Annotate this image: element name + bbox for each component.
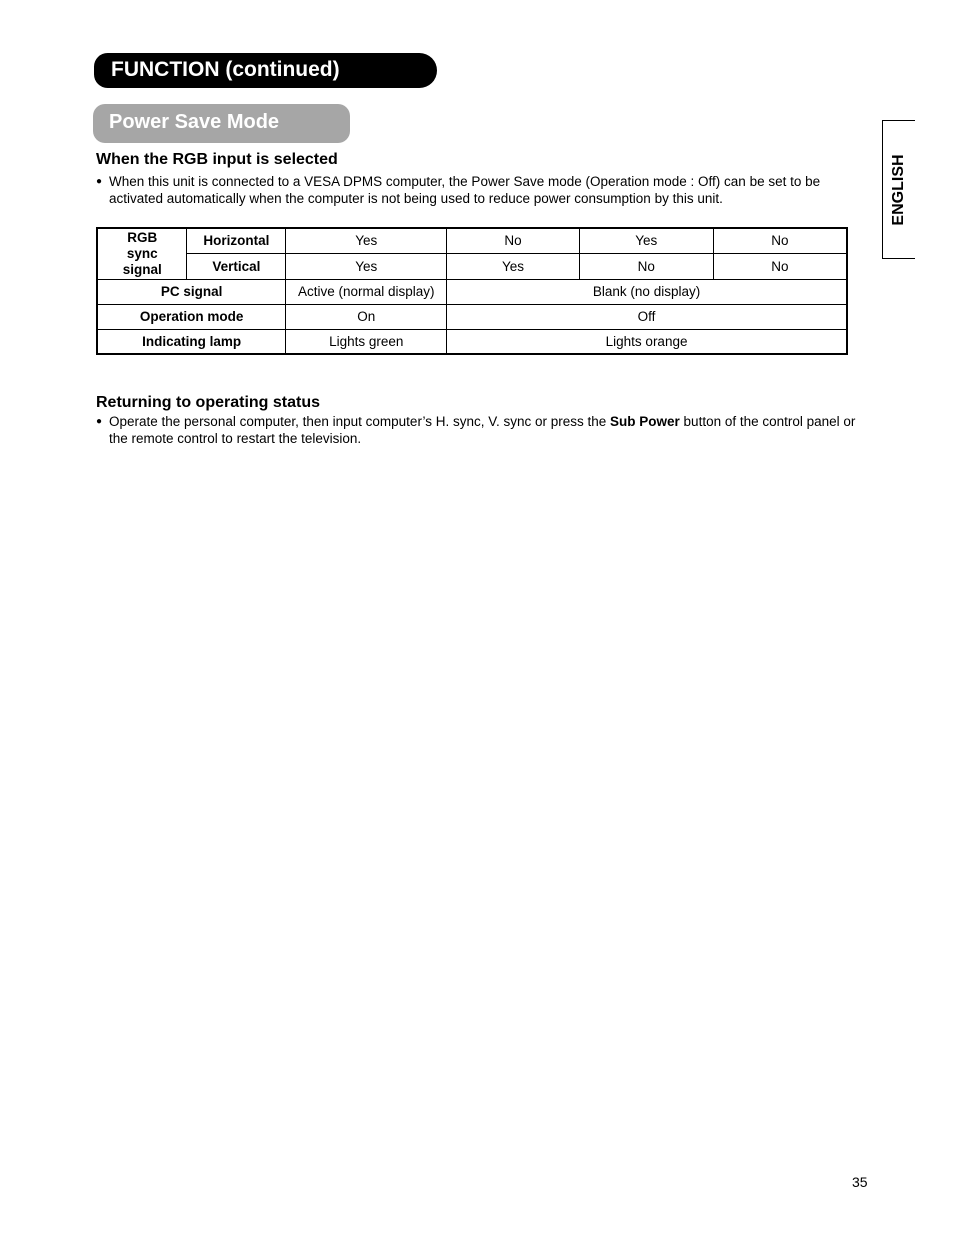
table-cell: No <box>579 253 713 279</box>
chapter-banner <box>94 53 437 88</box>
table-cell: Lights orange <box>447 329 847 354</box>
rgb-heading: When the RGB input is selected <box>96 151 338 168</box>
power-save-table <box>96 227 848 355</box>
return-bullet <box>96 413 856 447</box>
table-cell: Yes <box>579 228 713 253</box>
table-row <box>97 304 847 329</box>
table-cell: Lights green <box>286 329 447 354</box>
table-cell: Active (normal display) <box>286 279 447 304</box>
table-row <box>97 228 847 253</box>
table-cell: No <box>713 253 847 279</box>
table-cell: No <box>713 228 847 253</box>
indicating-lamp-label: Indicating lamp <box>97 329 286 354</box>
table-row <box>97 253 847 279</box>
rgb-bullet-text: When this unit is connected to a VESA DPMS computer, the Power Save mode (Operation mode : Off) can be set to be activated automatically when the computer is not being used to reduce power consumption by this unit. <box>109 174 821 206</box>
return-heading: Returning to operating status <box>96 394 320 411</box>
return-bullet-text: Operate the personal computer, then input computer’s H. sync, V. sync or press the Sub Power button of the control panel or the remote control to restart the television. <box>109 414 856 446</box>
chapter-title: FUNCTION (continued) <box>111 58 340 81</box>
bullet-icon: ● <box>96 416 103 427</box>
language-tab <box>882 120 915 259</box>
table-cell: Yes <box>447 253 580 279</box>
rgb-sync-signal-label: RGB sync signal <box>97 228 187 279</box>
table-cell: Blank (no display) <box>447 279 847 304</box>
table-row <box>97 279 847 304</box>
section-banner <box>93 104 350 143</box>
table-cell: No <box>447 228 580 253</box>
table-row <box>97 329 847 354</box>
rgb-bullet <box>96 173 841 207</box>
operation-mode-label: Operation mode <box>97 304 286 329</box>
page-number: 35 <box>852 1174 868 1190</box>
table-cell: Yes <box>286 253 447 279</box>
language-tab-label: ENGLISH <box>890 153 907 226</box>
horizontal-label: Horizontal <box>187 228 286 253</box>
table-cell: On <box>286 304 447 329</box>
table-cell: Off <box>447 304 847 329</box>
section-title: Power Save Mode <box>109 111 280 133</box>
table-cell: Yes <box>286 228 447 253</box>
vertical-label: Vertical <box>187 253 286 279</box>
bullet-icon: ● <box>96 176 103 187</box>
pc-signal-label: PC signal <box>97 279 286 304</box>
